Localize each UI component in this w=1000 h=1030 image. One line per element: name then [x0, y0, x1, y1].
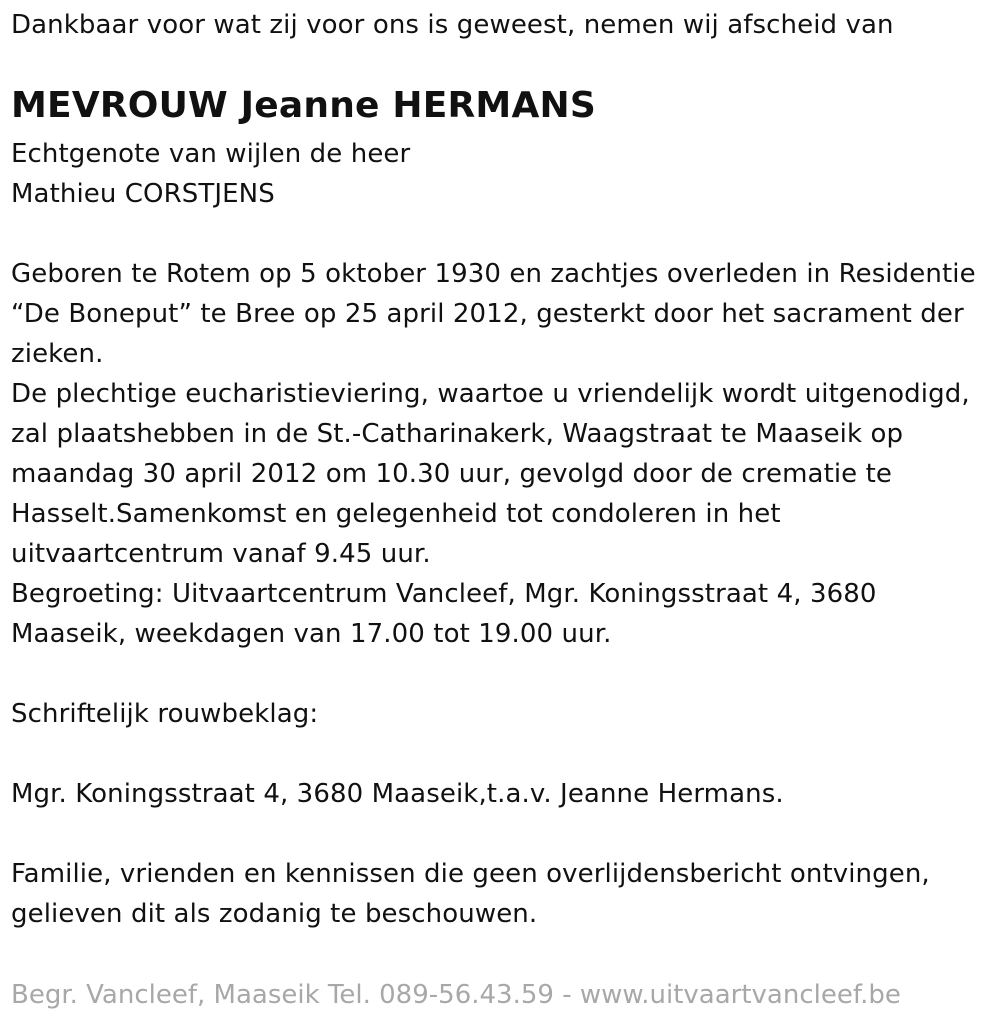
spouse-line: Echtgenote van wijlen de heer — [11, 139, 411, 169]
body-line: “De Boneput” te Bree op 25 april 2012, gesterkt door het sacrament der — [11, 299, 964, 329]
family-line: gelieven dit als zodanig te beschouwen. — [11, 899, 538, 929]
body-line: Begroeting: Uitvaartcentrum Vancleef, Mgr. Koningsstraat 4, 3680 — [11, 579, 877, 609]
written-condolences-block — [11, 694, 318, 734]
spouse-name: Mathieu CORSTJENS — [11, 179, 275, 209]
spouse-block — [11, 134, 410, 214]
written-condolences-label: Schriftelijk rouwbeklag: — [11, 699, 319, 729]
intro-text: Dankbaar voor wat zij voor ons is geweest, nemen wij afscheid van — [11, 10, 894, 40]
condolence-address: Mgr. Koningsstraat 4, 3680 Maaseik,t.a.v. Jeanne Hermans. — [11, 779, 784, 809]
family-line: Familie, vrienden en kennissen die geen overlijdensbericht ontvingen, — [11, 859, 930, 889]
body-line: maandag 30 april 2012 om 10.30 uur, gevolgd door de crematie te — [11, 459, 893, 489]
main-text-block — [11, 254, 976, 654]
body-line: Maaseik, weekdagen van 17.00 tot 19.00 uur. — [11, 619, 612, 649]
deceased-name: MEVROUW Jeanne HERMANS — [11, 85, 596, 126]
body-line: zieken. — [11, 339, 104, 369]
family-notice-block — [11, 854, 930, 934]
body-line: Hasselt.Samenkomst en gelegenheid tot condoleren in het — [11, 499, 781, 529]
body-line: De plechtige eucharistieviering, waartoe u vriendelijk wordt uitgenodigd, — [11, 379, 970, 409]
address-block — [11, 774, 784, 814]
body-line: zal plaatshebben in de St.-Catharinakerk, Waagstraat te Maaseik op — [11, 419, 904, 449]
body-line: uitvaartcentrum vanaf 9.45 uur. — [11, 539, 431, 569]
body-line: Geboren te Rotem op 5 oktober 1930 en zachtjes overleden in Residentie — [11, 259, 976, 289]
funeral-home-footer: Begr. Vancleef, Maaseik Tel. 089-56.43.59 - www.uitvaartvancleef.be — [11, 980, 901, 1010]
